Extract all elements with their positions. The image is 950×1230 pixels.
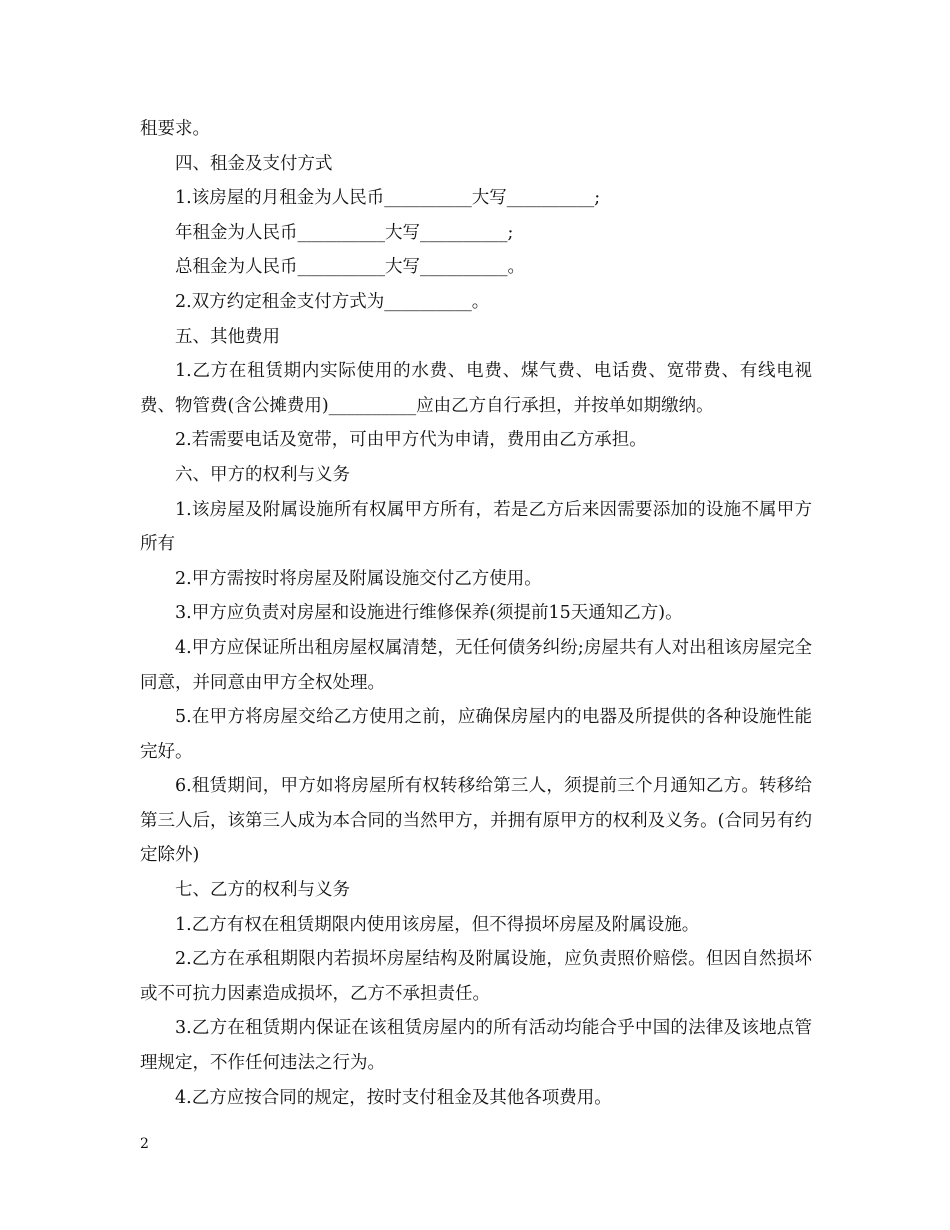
section-heading-landlord-rights: 六、甲方的权利与义务	[175, 464, 350, 485]
paragraph-total-rent: 总租金为人民币__________大写__________。	[175, 257, 525, 278]
paragraph-utility-fees: 1.乙方在租赁期内实际使用的水费、电费、煤气费、电话费、宽带费、有线电视费、物管费(含公摊费用)__________应由乙方自行承担，并按单如期缴纳。	[140, 361, 812, 416]
section-heading-tenant-rights: 七、乙方的权利与义务	[175, 880, 350, 901]
list-item: 2.甲方需按时将房屋及附属设施交付乙方使用。	[175, 568, 542, 589]
paragraph-monthly-rent: 1.该房屋的月租金为人民币__________大写__________;	[175, 188, 601, 209]
paragraph-payment-method: 2.双方约定租金支付方式为__________。	[175, 291, 490, 312]
section-heading-other-fees: 五、其他费用	[175, 326, 280, 347]
list-item: 3.甲方应负责对房屋和设施进行维修保养(须提前15天通知乙方)。	[175, 603, 683, 624]
list-item: 6.租赁期间，甲方如将房屋所有权转移给第三人，须提前三个月通知乙方。转移给第三人后，该第三人成为本合同的当然甲方，并拥有原甲方的权利及义务。(合同另有约定除外)	[140, 776, 812, 866]
section-heading-rent-payment: 四、租金及支付方式	[175, 153, 333, 174]
list-item: 5.在甲方将房屋交给乙方使用之前，应确保房屋内的电器及所提供的各种设施性能完好。	[140, 707, 812, 762]
list-item: 1.该房屋及附属设施所有权属甲方所有，若是乙方后来因需要添加的设施不属甲方所有	[140, 499, 812, 555]
list-item: 3.乙方在租赁期内保证在该租赁房屋内的所有活动均能合乎中国的法律及该地点管理规定，不作任何违法之行为。	[140, 1018, 812, 1074]
paragraph-annual-rent: 年租金为人民币__________大写__________;	[175, 222, 514, 243]
page-number: 2	[140, 1136, 149, 1152]
paragraph-continuation: 租要求。	[140, 119, 210, 139]
list-item: 1.乙方有权在租赁期限内使用该房屋，但不得损坏房屋及附属设施。	[175, 914, 700, 935]
contract-body	[140, 112, 812, 1115]
list-item: 2.乙方在承租期限内若损坏房屋结构及附属设施，应负责照价赔偿。但因自然损坏或不可抗力因素造成损坏，乙方不承担责任。	[140, 949, 812, 1004]
list-item: 4.甲方应保证所出租房屋权属清楚，无任何债务纠纷;房屋共有人对出租该房屋完全同意，并同意由甲方全权处理。	[140, 637, 812, 693]
paragraph-phone-broadband: 2.若需要电话及宽带，可由甲方代为申请，费用由乙方承担。	[175, 430, 647, 451]
list-item: 4.乙方应按合同的规定，按时支付租金及其他各项费用。	[175, 1087, 612, 1108]
